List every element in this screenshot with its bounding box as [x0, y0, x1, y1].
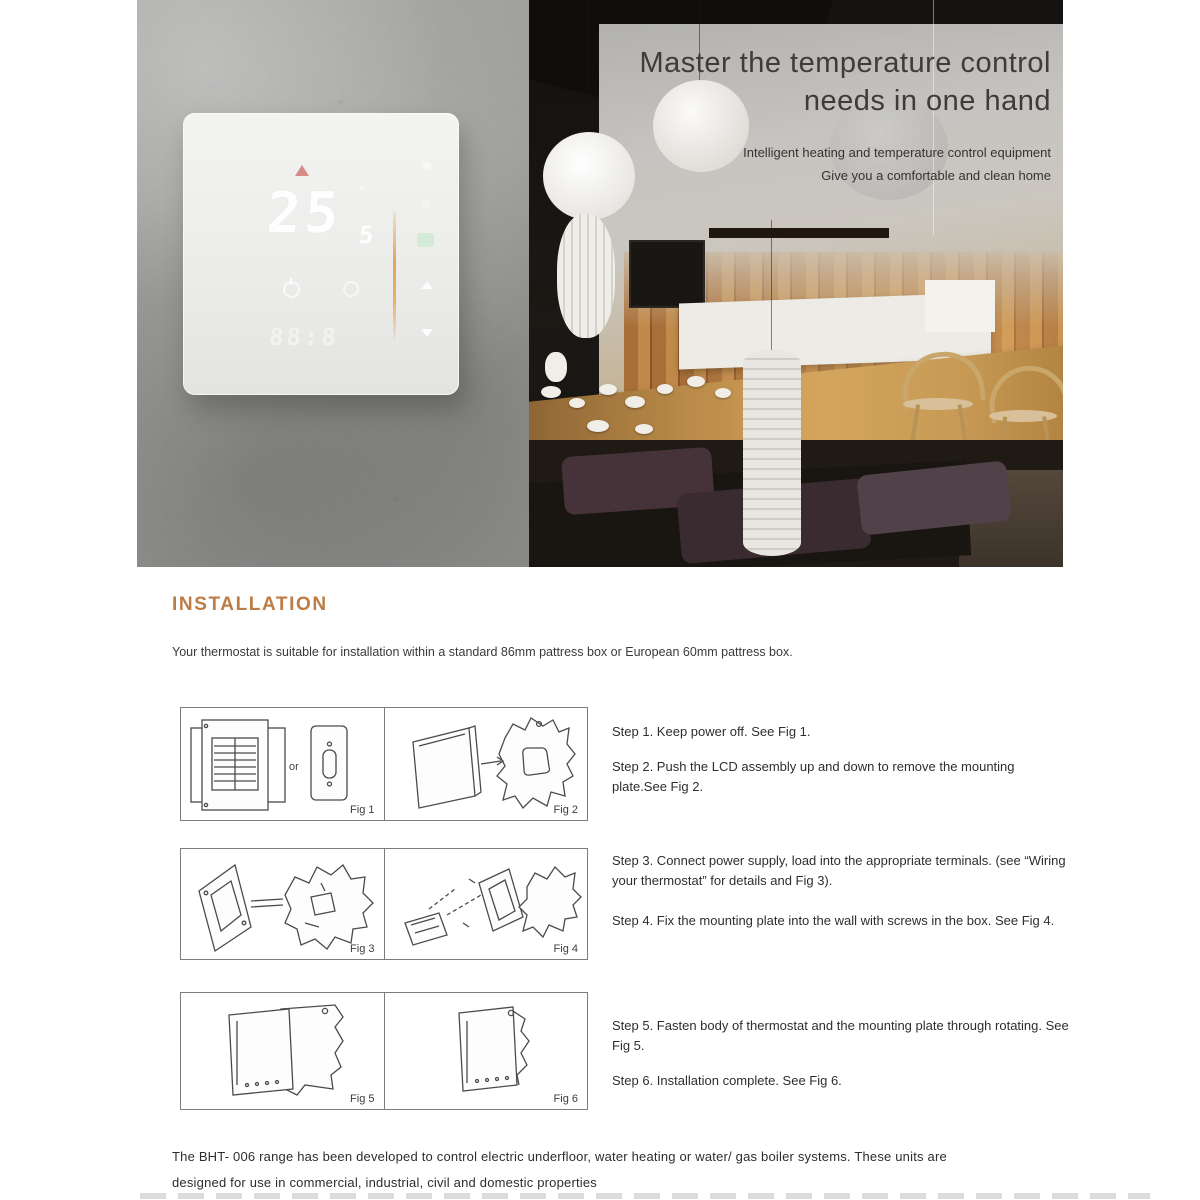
lantern-cord — [771, 220, 772, 352]
figure-row-2 — [180, 848, 588, 960]
dish — [635, 424, 653, 434]
fig4-drawing — [389, 853, 585, 955]
dish — [657, 384, 673, 394]
installation-intro: Your thermostat is suitable for installation within a standard 86mm pattress box or European 60mm pattress box. — [172, 645, 793, 659]
clock-icon — [343, 281, 359, 297]
headline-line2: needs in one hand — [803, 85, 1051, 118]
step-3: Step 3. Connect power supply, load into the appropriate terminals. (see “Wiring your thermostat” for details and Fig 3). — [612, 853, 1066, 889]
mode-icon: ✻ — [421, 197, 433, 212]
fig-label: Fig 4 — [553, 943, 578, 955]
teapot — [545, 352, 567, 382]
fig6-drawing — [389, 997, 585, 1105]
heating-alert-icon — [295, 165, 309, 176]
installation-title: INSTALLATION — [172, 594, 328, 615]
snowflake-icon: ❄ — [421, 159, 433, 174]
accent-light-strip — [393, 211, 396, 339]
step-1: Step 1. Keep power off. See Fig 1. — [612, 724, 811, 739]
temperature-decimal: 5 — [358, 221, 375, 249]
figure-1 — [181, 708, 384, 820]
figure-row-1 — [180, 707, 588, 821]
range-description: The BHT- 006 range has been developed to control electric underfloor, water heating or water/ gas boiler systems. These units are designed for use in commercial, industrial, civil and domestic properties — [172, 1149, 947, 1190]
step-5: Step 5. Fasten body of thermostat and the mounting plate through rotating. See Fig 5. — [612, 1018, 1069, 1054]
power-icon — [283, 281, 300, 298]
dish — [541, 386, 561, 398]
dish — [715, 388, 731, 398]
subline1: Intelligent heating and temperature control equipment — [743, 144, 1051, 160]
chair-seat — [903, 398, 973, 410]
fig3-drawing — [185, 853, 381, 955]
cut-off-text-line — [140, 1193, 1150, 1199]
ribbed-lantern — [743, 350, 801, 556]
figure-6 — [384, 993, 588, 1109]
step-2: Step 2. Push the LCD assembly up and down to remove the mounting plate.See Fig 2. — [612, 759, 1015, 795]
hero-headline — [605, 44, 1051, 121]
clock-display: 88:8 — [268, 323, 340, 351]
dish — [625, 396, 645, 408]
concrete-wall-photo — [137, 0, 529, 567]
step-6: Step 6. Installation complete. See Fig 6. — [612, 1073, 842, 1088]
fig-label: Fig 6 — [553, 1093, 578, 1105]
fig-label: Fig 1 — [350, 804, 375, 816]
arrow-down-icon — [421, 329, 433, 337]
hero-subheadline — [605, 141, 1051, 188]
fig2-drawing — [389, 712, 585, 814]
figure-3 — [181, 849, 384, 959]
lantern-cord — [587, 0, 588, 136]
thermostat-device — [183, 113, 459, 395]
fig-label: Fig 3 — [350, 943, 375, 955]
dish — [687, 376, 705, 387]
subline2: Give you a comfortable and clean home — [821, 167, 1051, 183]
temperature-display: 25 — [264, 181, 345, 246]
dish — [599, 384, 617, 395]
figure-2 — [384, 708, 588, 820]
fig5-drawing — [185, 997, 381, 1105]
oven — [629, 240, 705, 308]
eco-indicator — [417, 233, 434, 247]
fig-label: Fig 5 — [350, 1093, 375, 1105]
dish — [569, 398, 585, 408]
figure-4 — [384, 849, 588, 959]
fig-label: Fig 2 — [553, 804, 578, 816]
kitchen-photo — [529, 0, 1063, 567]
hero-headline-block — [605, 44, 1051, 187]
hero-photo — [137, 0, 1063, 567]
figure-row-3 — [180, 992, 588, 1110]
ribbed-lantern — [557, 214, 615, 338]
fig1-drawing — [185, 712, 381, 814]
headline-line1: Master the temperature control — [639, 47, 1051, 79]
dish — [587, 420, 609, 432]
degree-mark: ° — [359, 183, 365, 199]
arrow-up-icon — [421, 281, 433, 289]
figure-5 — [181, 993, 384, 1109]
fig1-or-label: or — [289, 761, 299, 773]
white-counter-box — [925, 280, 995, 332]
step-4: Step 4. Fix the mounting plate into the wall with screws in the box. See Fig 4. — [612, 913, 1055, 928]
shelf — [709, 228, 889, 238]
